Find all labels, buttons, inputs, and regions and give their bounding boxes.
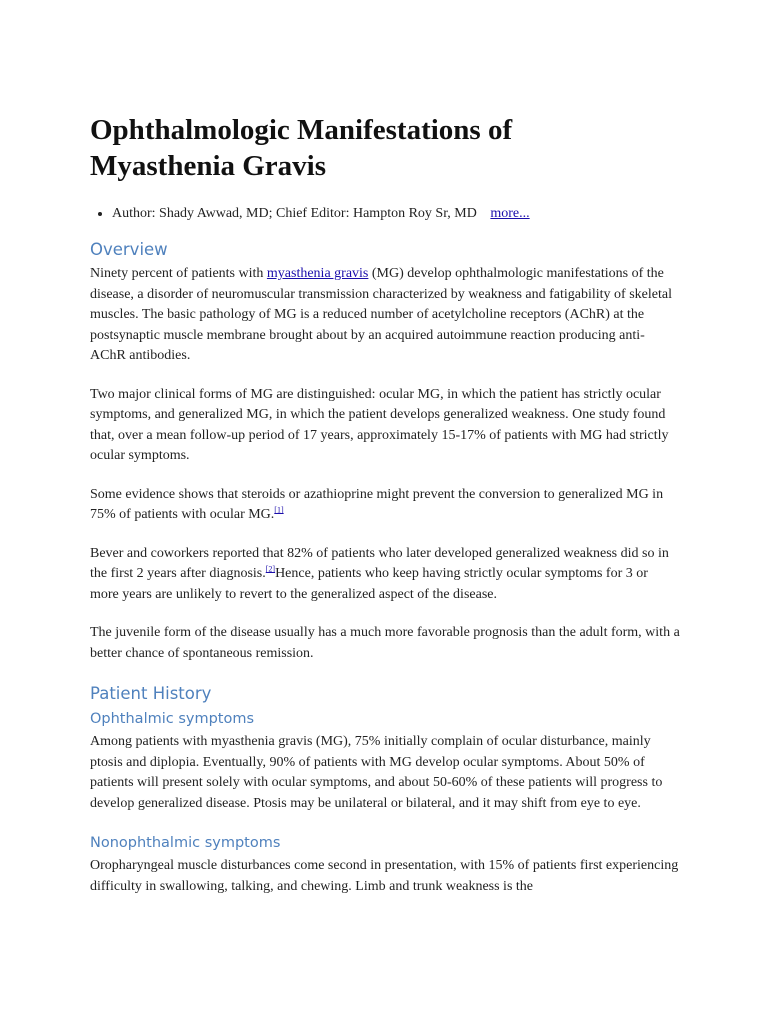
nonophthalmic-symptoms-paragraph: Oropharyngeal muscle disturbances come second in presentation, with 15% of patients first experiencing difficulty in swallowing, talking, and chewing. Limb and trunk weakness is the [90, 858, 679, 894]
author-text: Author: Shady Awwad, MD; Chief Editor: Hampton Roy Sr, MD [112, 206, 477, 221]
reference-1-link[interactable]: [1] [274, 505, 284, 515]
overview-p1-text-start: Ninety percent of patients with [90, 266, 267, 281]
reference-2-link[interactable]: [2] [265, 564, 276, 574]
myasthenia-gravis-link[interactable]: myasthenia gravis [266, 266, 369, 281]
overview-paragraph-3 [90, 485, 680, 526]
title-line-1: Ophthalmologic Manifestations of [90, 114, 513, 146]
overview-paragraph-4 [90, 544, 680, 606]
overview-paragraph-1 [90, 264, 680, 367]
ophthalmic-symptoms-paragraph: Among patients with myasthenia gravis (MG), 75% initially complain of ocular disturbance, mainly ptosis and diplopia. Eventually, 90% of patients with MG develop ocular symptoms. About 50% of patients will present solely with ocular symptoms, and about 50-60% of these patients will progress to develop generalized disease. Ptosis may be unilateral or bilateral, and it may shift from eye to eye. [90, 734, 663, 811]
overview-p4-text-end: Hence, patients who keep having strictly ocular symptoms for 3 or more years are unlikely to revert to the generalized aspect of the disease. [90, 566, 648, 602]
overview-heading: Overview [90, 240, 168, 259]
author-item [112, 204, 680, 224]
author-list [90, 204, 680, 224]
more-link[interactable]: more... [490, 206, 530, 221]
overview-p3-text: Some evidence shows that steroids or azathioprine might prevent the conversion to generalized MG in 75% of patients with ocular MG. [90, 486, 664, 522]
document-page [90, 112, 680, 915]
patient-history-heading: Patient History [90, 684, 212, 703]
page-title [90, 112, 680, 184]
overview-paragraph-2: Two major clinical forms of MG are distinguished: ocular MG, in which the patient has strictly ocular symptoms, and generalized MG, in which the patient develops generalized weakness. One study found that, over a mean follow-up period of 17 years, approximately 15-17% of patients with MG had strictly ocular symptoms. [90, 386, 669, 463]
reference-1 [274, 505, 283, 514]
ophthalmic-symptoms-heading: Ophthalmic symptoms [90, 711, 255, 727]
overview-p1-text-end: (MG) develop ophthalmologic manifestations of the disease, a disorder of neuromuscular transmission characterized by weakness and fatigability of skeletal muscles. The basic pathology of MG is a reduced number of acetylcholine receptors (AChR) at the postsynaptic muscle membrane brought about by an acquired autoimmune reaction producing anti-AChR antibodies. [90, 266, 672, 363]
overview-p4-text-start: Bever and coworkers reported that 82% of patients who later developed generalized weakness did so in the first 2 years after diagnosis. [90, 545, 669, 581]
nonophthalmic-symptoms-heading: Nonophthalmic symptoms [90, 835, 281, 851]
overview-paragraph-5: The juvenile form of the disease usually has a much more favorable prognosis than the adult form, with a better chance of spontaneous remission. [90, 625, 680, 661]
reference-2 [266, 564, 275, 573]
title-line-2: Myasthenia Gravis [90, 150, 327, 182]
